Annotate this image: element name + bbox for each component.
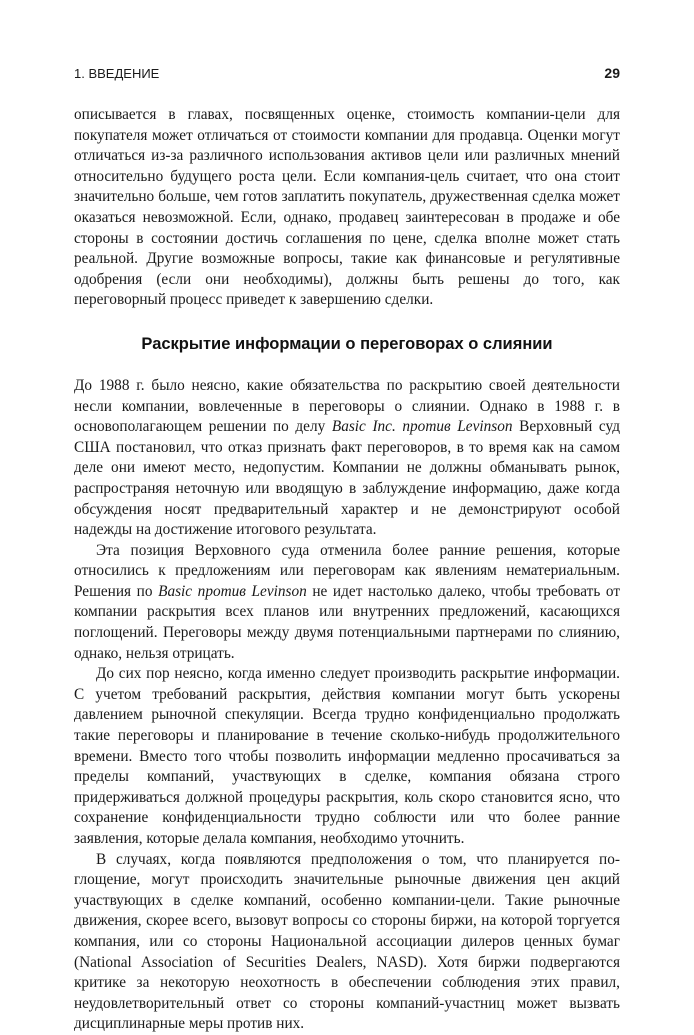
paragraph-text: не идет настолько далеко, чтобы требовать от компании раскрытия всех планов или внутренних предложений, касающихся поглощений. Переговоры между двумя потенциальными партнерами по слиянию, однако, нельзя отрицать. (74, 582, 621, 662)
paragraph: В случаях, когда появляются предположения о том, что планируется поглощение, могут происходить значительные рыночные движения цен акций участвующих в сделке компаний, особенно компании-цели. Такие рыночные движения, скорее всего, вызовут вопросы со стороны биржи, на которой торгуется компания, или со стороны Национальной ассоциации дилеров ценных бумаг (National Association of Securities Dealers, NASD). Хотя биржи подвергаются критике за некоторую неохотность в обеспечении соблюдения этих правил, неудовлетворительный ответ со стороны компаний-участниц может вызвать дисциплинарные меры против них. (74, 850, 620, 1033)
paragraph-continued: описывается в главах, посвященных оценке, стоимость компании-цели для покупателя может отличаться от стоимости компании для продавца. Оценки могут отличаться из-за различного использования активов цели или различных мнений относительно будущего роста цели. Если компания-цель считает, что она стоит значительно больше, чем готов заплатить покупатель, дружественная сделка может оказаться невозможной. Если, однако, продавец заинтересован в продаже и обе стороны в состоянии достичь соглашения по цене, сделка вполне может стать реальной. Другие возможные вопросы, такие как финансовые и регулятивные одобрения (если они необходимы), должны быть решены до того, как переговорный процесс приведет к завершению сделки. (74, 106, 620, 309)
case-name: Basic Inc. против Levinson (331, 418, 513, 436)
paragraph (74, 541, 620, 665)
section-heading: Раскрытие информации о переговорах о слиянии (141, 334, 553, 353)
chapter-title: 1. ВВЕДЕНИЕ (74, 66, 160, 81)
paragraph-text: Верховный суд США постановил, что отказ признать факт переговоров, в то время как на самом деле они имеют место, недопустим. Компании не должны обманывать рынок, распространяя неточную или вводящую в заблуждение информацию, даже когда обсуждения носят предварительный характер и не демонстрируют особой надежды на достижение итогового результата. (74, 418, 620, 539)
case-name: Basic против Levinson (158, 582, 307, 600)
paragraph: До сих пор неясно, когда именно следует производить раскрытие информации. С учетом требований раскрытия, действия компании могут быть ускорены давлением рыночной спекуляции. Всегда трудно конфиденциально продолжать такие переговоры и планирование в течение сколько-нибудь продолжительного времени. Вместо того чтобы позволить информации медленно просачиваться за пределы компаний, участвующих в сделке, компания обязана строго придерживаться должной процедуры раскрытия, коль скоро становится ясно, что сохранение конфиденциальности трудно соблюсти или что более ранние заявления, которые делала компания, необходимо уточнить. (74, 665, 620, 847)
running-header (74, 66, 620, 86)
paragraph-text: Эта позиция Верховного суда отменила более ранние решения, которые относились к предложениям или переговорам как явлениям нематериальным. Решения по (74, 541, 620, 600)
page-body (74, 105, 620, 1035)
paragraph-text: До 1988 г. было неясно, какие обязательства по раскрытию своей деятельности несли компании, вовлеченные в переговоры о слиянии. Однако в 1988 г. в основополагающем решении по делу (74, 376, 620, 436)
page-number: 29 (604, 65, 620, 81)
paragraph (74, 376, 620, 541)
